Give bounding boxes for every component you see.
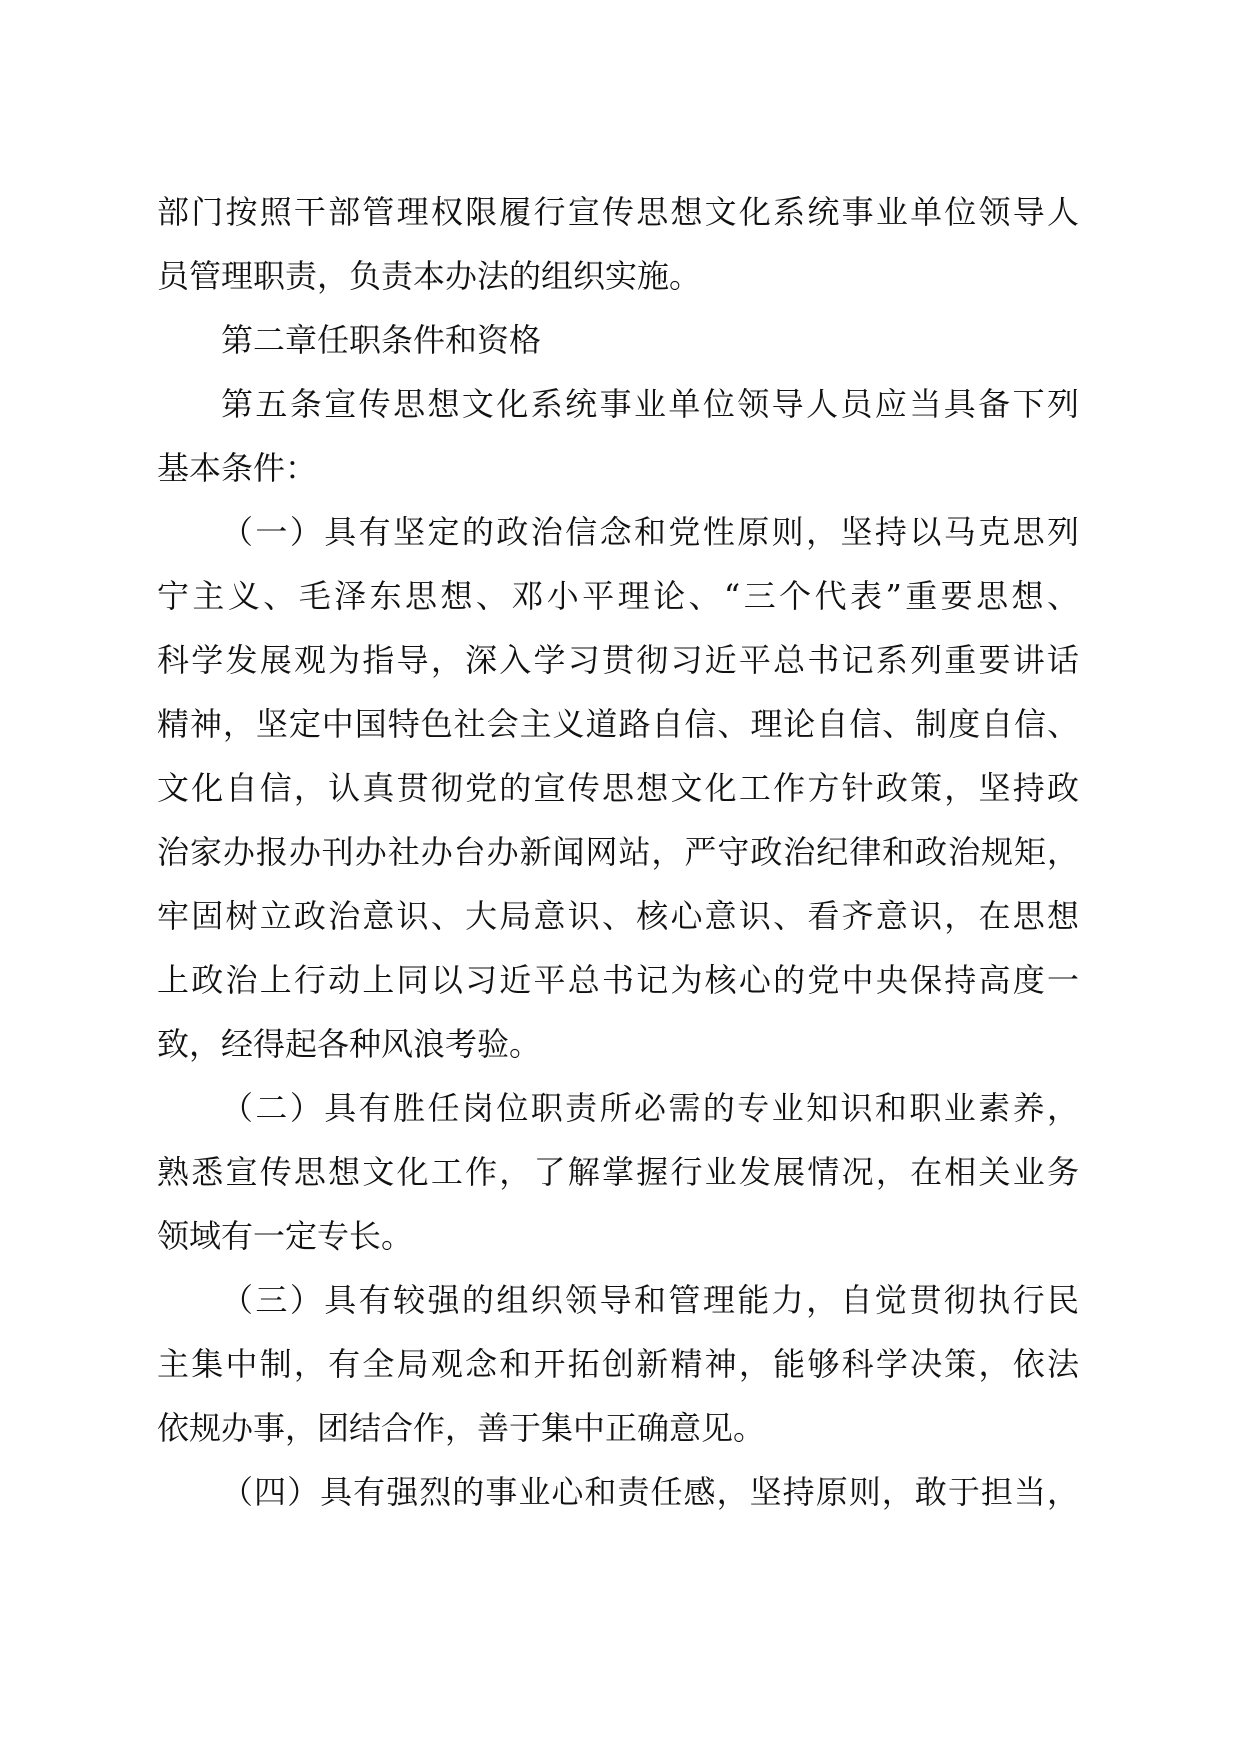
text-line: 宁主义、毛泽东思想、邓小平理论、“三个代表”重要思想、 — [157, 577, 1079, 615]
text-line: 第五条宣传思想文化系统事业单位领导人员应当具备下列 — [221, 385, 1079, 423]
text-line: （二）具有胜任岗位职责所必需的专业知识和职业素养， — [221, 1089, 1079, 1127]
text-line: 科学发展观为指导，深入学习贯彻习近平总书记系列重要讲话 — [157, 641, 1079, 679]
chapter-heading: 第二章任职条件和资格 — [221, 321, 542, 359]
text-line: 基本条件： — [157, 449, 318, 487]
text-line: 领域有一定专长。 — [157, 1217, 414, 1255]
text-line: 精神，坚定中国特色社会主义道路自信、理论自信、制度自信、 — [157, 705, 1079, 743]
text-line: （四）具有强烈的事业心和责任感，坚持原则，敢于担当， — [221, 1473, 1079, 1511]
document-body — [157, 180, 1079, 1524]
text-line: 熟悉宣传思想文化工作，了解掌握行业发展情况，在相关业务 — [157, 1153, 1079, 1191]
text-line: （三）具有较强的组织领导和管理能力，自觉贯彻执行民 — [221, 1281, 1079, 1319]
text-line: 文化自信，认真贯彻党的宣传思想文化工作方针政策，坚持政 — [157, 769, 1079, 807]
text-line: 致，经得起各种风浪考验。 — [157, 1025, 542, 1063]
text-line: 依规办事，团结合作，善于集中正确意见。 — [157, 1409, 766, 1447]
text-line: 员管理职责，负责本办法的组织实施。 — [157, 257, 702, 295]
text-line: （一）具有坚定的政治信念和党性原则，坚持以马克思列 — [221, 513, 1079, 551]
text-line: 部门按照干部管理权限履行宣传思想文化系统事业单位领导人 — [157, 193, 1079, 231]
text-line: 牢固树立政治意识、大局意识、核心意识、看齐意识，在思想 — [157, 897, 1079, 935]
text-line: 上政治上行动上同以习近平总书记为核心的党中央保持高度一 — [157, 961, 1079, 999]
text-line: 治家办报办刊办社办台办新闻网站，严守政治纪律和政治规矩， — [157, 833, 1079, 871]
text-line: 主集中制，有全局观念和开拓创新精神，能够科学决策，依法 — [157, 1345, 1079, 1383]
